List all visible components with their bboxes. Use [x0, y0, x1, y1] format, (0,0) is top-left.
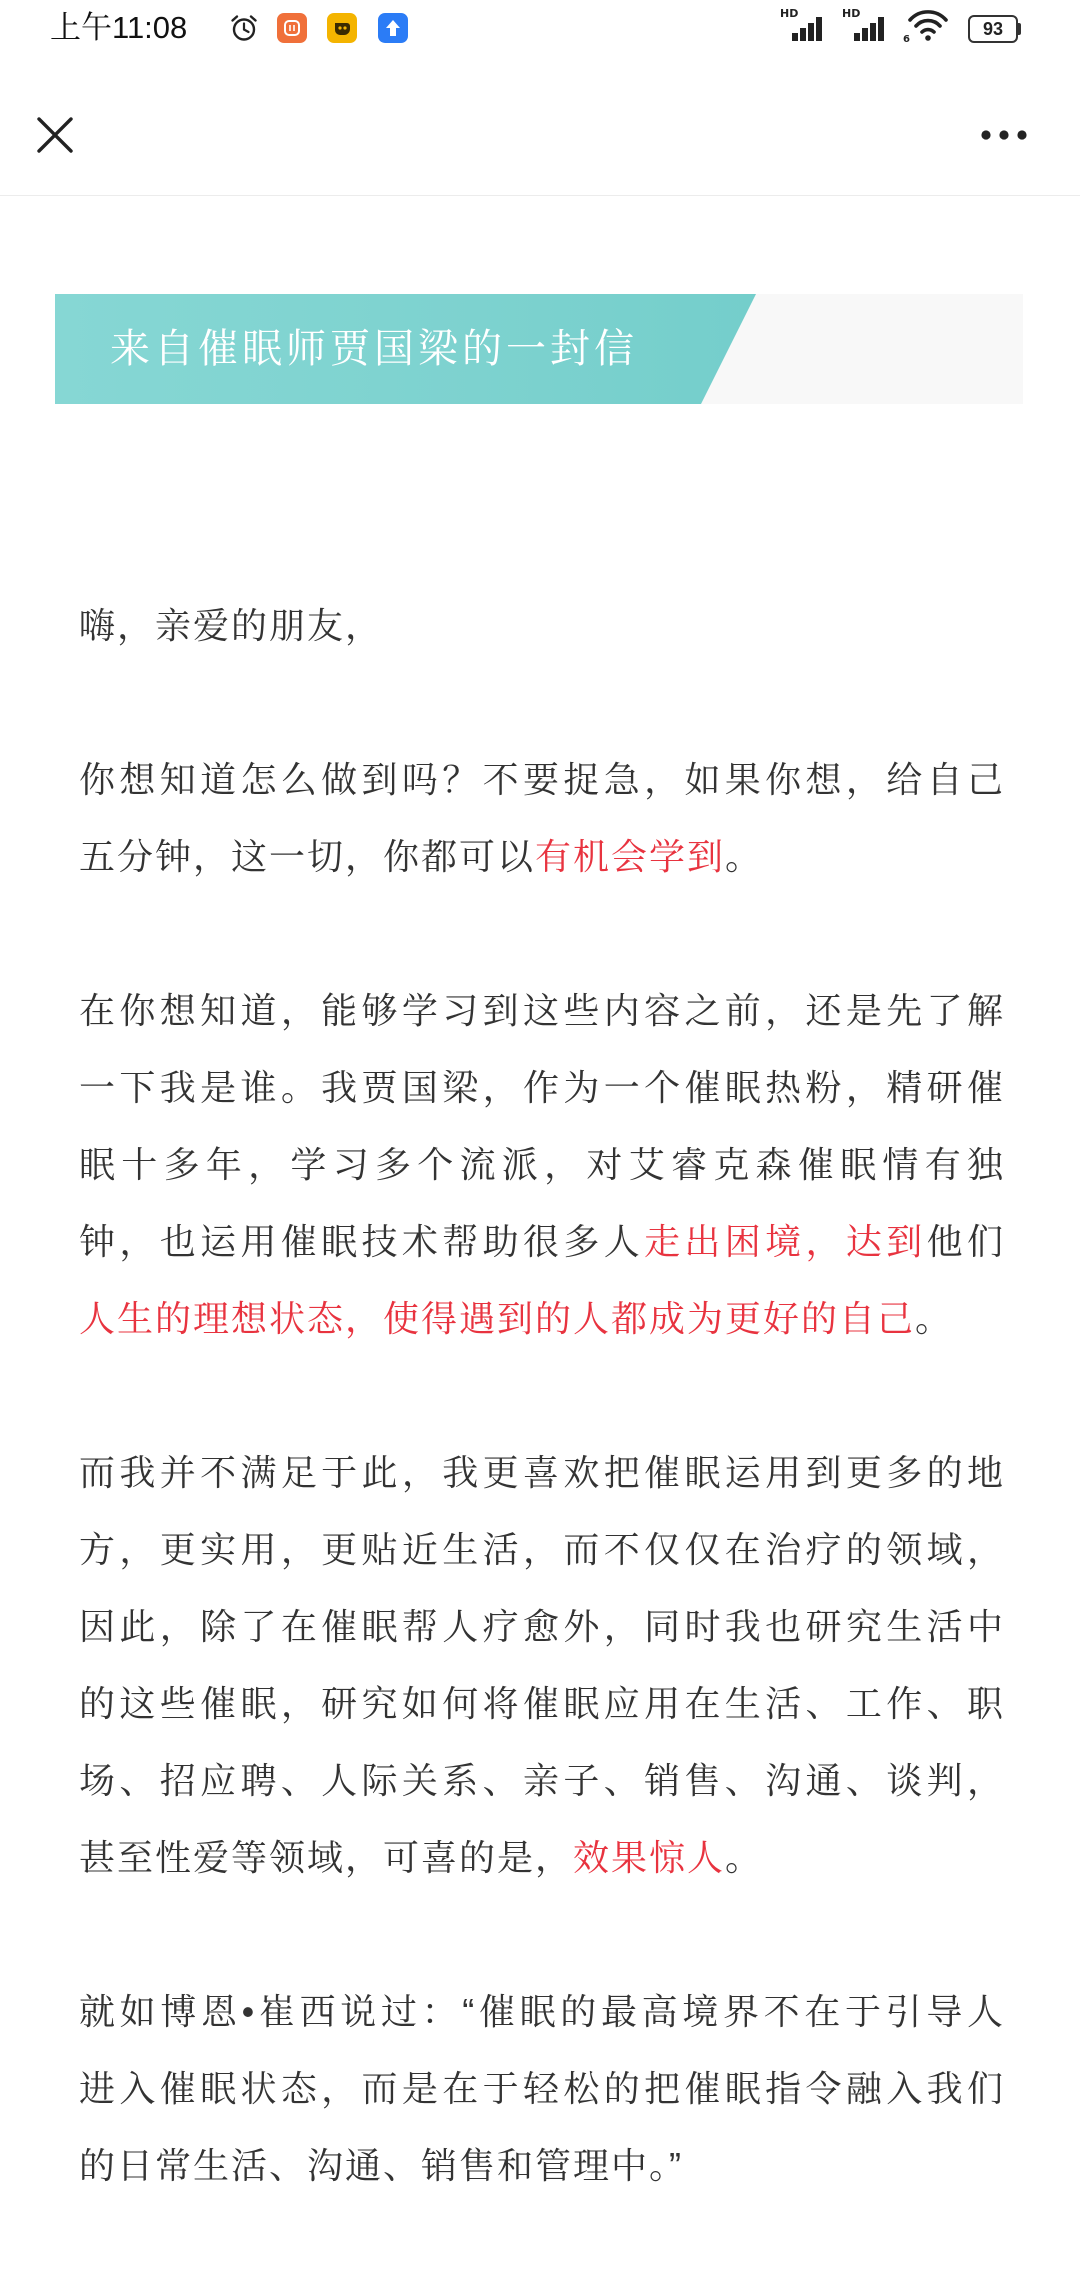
banner-title: 来自催眠师贾国梁的一封信 — [110, 327, 638, 371]
text-run: 五分钟，这一切，你都可以 — [79, 836, 536, 877]
text-line — [79, 1588, 1005, 1665]
highlighted-text: 走出困境，达到 — [644, 1221, 927, 1262]
text-line — [79, 818, 1005, 895]
paragraph — [79, 587, 1005, 664]
upload-icon — [378, 13, 408, 43]
app-notification-icon — [277, 13, 307, 43]
close-button[interactable] — [32, 112, 78, 158]
battery-nub — [1017, 23, 1021, 35]
battery-icon — [968, 15, 1018, 43]
text-run: 。 — [725, 1837, 764, 1878]
wifi-badge: 6 — [903, 34, 910, 44]
signal-icon — [842, 6, 888, 44]
nav-bar — [0, 62, 1080, 196]
alarm-clock-icon — [229, 13, 259, 43]
text-run: 嗨，亲爱的朋友， — [79, 605, 384, 646]
text-line — [79, 972, 1005, 1049]
text-line — [79, 1665, 1005, 1742]
text-line — [79, 741, 1005, 818]
text-run: 一下我是谁。我贾国梁，作为一个催眠热粉，精研催 — [79, 1067, 1005, 1108]
text-line — [79, 1434, 1005, 1511]
text-line — [79, 2127, 1005, 2204]
app-notification-icon — [327, 13, 357, 43]
highlighted-text: 人生的理想状态，使得遇到的人都成为更好的自己 — [79, 1298, 916, 1339]
paragraph — [79, 1973, 1005, 2204]
article-body — [79, 587, 1005, 2281]
text-line — [79, 587, 1005, 664]
text-line — [79, 1280, 1005, 1357]
text-run: 方，更实用，更贴近生活，而不仅仅在治疗的领域， — [79, 1529, 1005, 1570]
text-run: 进入催眠状态，而是在于轻松的把催眠指令融入我们 — [79, 2068, 1005, 2109]
text-run: 而我并不满足于此，我更喜欢把催眠运用到更多的地 — [79, 1452, 1005, 1493]
wifi-icon — [902, 8, 950, 44]
battery-level: 93 — [982, 19, 1004, 39]
close-icon[interactable] — [32, 112, 78, 158]
paragraph — [79, 1434, 1005, 1896]
text-line — [79, 1203, 1005, 1280]
signal-icon — [780, 6, 826, 44]
text-run: 你想知道怎么做到吗？不要捉急，如果你想，给自己 — [79, 759, 1005, 800]
text-run: 。 — [725, 836, 764, 877]
paragraph — [79, 972, 1005, 1357]
signal-label: HD — [780, 7, 799, 20]
text-run: 因此，除了在催眠帮人疗愈外，同时我也研究生活中 — [79, 1606, 1005, 1647]
text-run: 他们 — [926, 1221, 1005, 1262]
text-line — [79, 1973, 1005, 2050]
text-run: 的日常生活、沟通、销售和管理中。” — [79, 2145, 683, 2186]
text-run: 。 — [915, 1298, 954, 1339]
text-run: 甚至性爱等领域，可喜的是， — [79, 1837, 574, 1878]
status-time: 上午11:08 — [50, 10, 188, 45]
signal-label: HD — [842, 7, 861, 20]
status-bar — [0, 0, 1080, 62]
highlighted-text: 有机会学到 — [535, 836, 726, 877]
text-run: 在你想知道，能够学习到这些内容之前，还是先了解 — [79, 990, 1005, 1031]
text-line — [79, 2050, 1005, 2127]
text-run: 的这些催眠，研究如何将催眠应用在生活、工作、职 — [79, 1683, 1005, 1724]
highlighted-text: 效果惊人 — [573, 1837, 726, 1878]
text-line — [79, 1819, 1005, 1896]
text-line — [79, 1742, 1005, 1819]
text-run: 场、招应聘、人际关系、亲子、销售、沟通、谈判， — [79, 1760, 1005, 1801]
text-run: 眠十多年，学习多个流派，对艾睿克森催眠情有独 — [79, 1144, 1005, 1185]
letter-banner — [55, 294, 1023, 404]
text-line — [79, 1511, 1005, 1588]
text-line — [79, 1126, 1005, 1203]
more-button[interactable] — [978, 112, 1030, 158]
text-line — [79, 1049, 1005, 1126]
text-run: 就如博恩•崔西说过：“催眠的最高境界不在于引导人 — [79, 1991, 1005, 2032]
text-run: 钟，也运用催眠技术帮助很多人 — [79, 1221, 645, 1262]
more-icon[interactable] — [978, 112, 1030, 158]
paragraph — [79, 741, 1005, 895]
